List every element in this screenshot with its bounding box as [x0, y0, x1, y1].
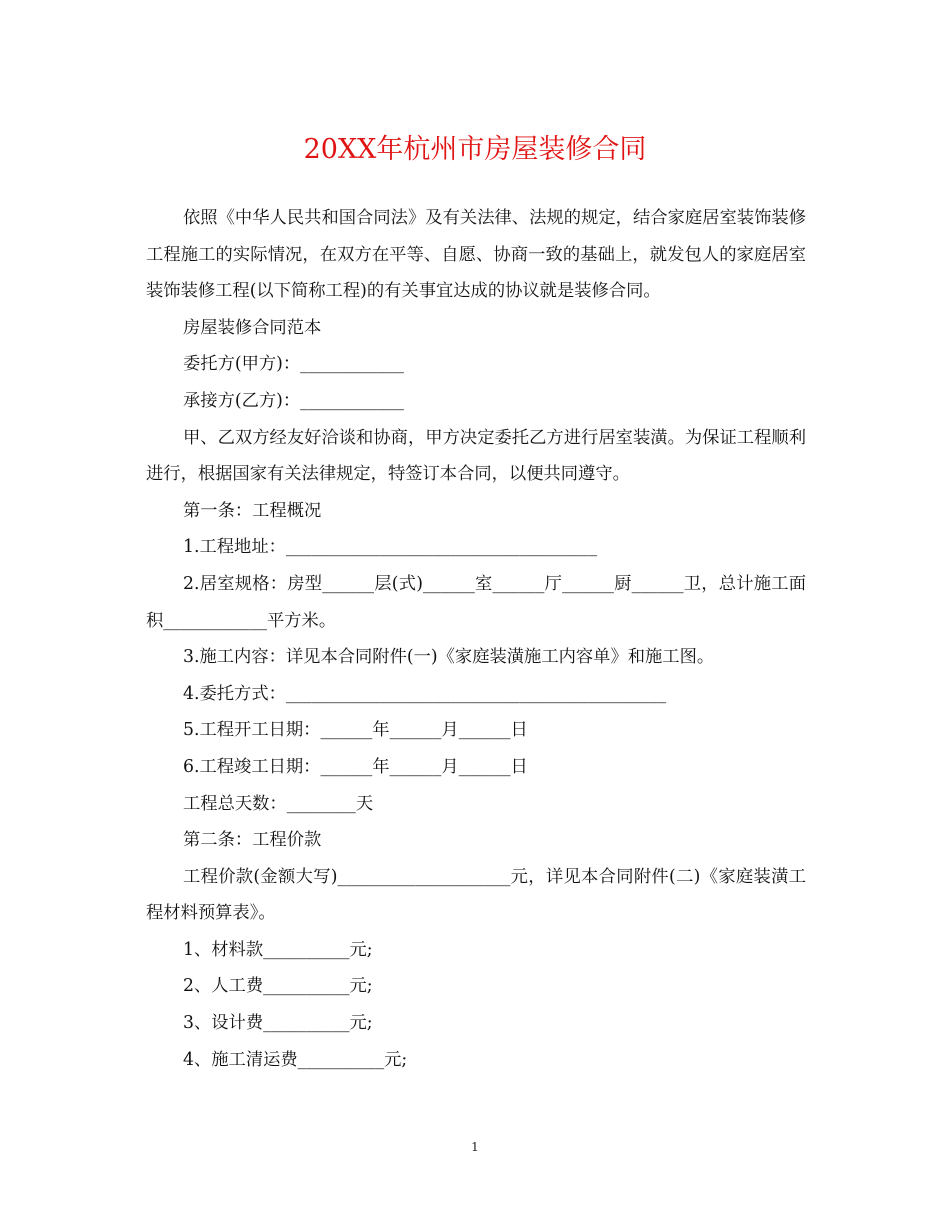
- clause-total-days: 工程总天数：________天: [183, 793, 374, 814]
- paragraph-party-a: 委托方(甲方)：____________: [183, 354, 404, 375]
- clause-address: 1.工程地址：____________________________________: [183, 537, 597, 558]
- clause-price: 工程价款(金额大写)____________________元，详见本合同附件(二)《家庭装潢工程材料预算表》。: [146, 866, 806, 924]
- clause-room-spec: 2.居室规格：房型______层(式)______室______厅______厨______卫，总计施工面积____________平方米。: [146, 573, 806, 631]
- clause-start-date: 5.工程开工日期：______年______月______日: [183, 720, 528, 741]
- paragraph-intro: 依照《中华人民共和国合同法》及有关法律、法规的规定，结合家庭居室装饰装修工程施工的实际情况，在双方在平等、自愿、协商一致的基础上，就发包人的家庭居室装饰装修工程(以下简称工程)的有关事宜达成的协议就是装修合同。: [146, 208, 806, 302]
- paragraph-party-b: 承接方(乙方)：____________: [183, 390, 404, 411]
- document-title: 20XX年杭州市房屋装修合同: [303, 134, 647, 165]
- article-1-heading: 第一条：工程概况: [183, 500, 322, 521]
- paragraph-template-title: 房屋装修合同范本: [183, 317, 322, 338]
- price-item-labor: 2、人工费__________元;: [183, 976, 373, 997]
- price-item-design: 3、设计费__________元;: [183, 1013, 373, 1034]
- article-2-heading: 第二条：工程价款: [183, 830, 322, 851]
- document-body: [146, 200, 806, 1078]
- price-item-materials: 1、材料款__________元;: [183, 939, 373, 960]
- paragraph-agreement: 甲、乙双方经友好洽谈和协商，甲方决定委托乙方进行居室装潢。为保证工程顺利进行，根据国家有关法律规定，特签订本合同，以便共同遵守。: [146, 427, 806, 485]
- page-number: 1: [471, 1140, 479, 1154]
- clause-end-date: 6.工程竣工日期：______年______月______日: [183, 756, 528, 777]
- clause-content: 3.施工内容：详见本合同附件(一)《家庭装潢施工内容单》和施工图。: [183, 647, 715, 668]
- price-item-cleanup: 4、施工清运费__________元;: [183, 1049, 408, 1070]
- clause-method: 4.委托方式：____________________________________________: [183, 683, 667, 704]
